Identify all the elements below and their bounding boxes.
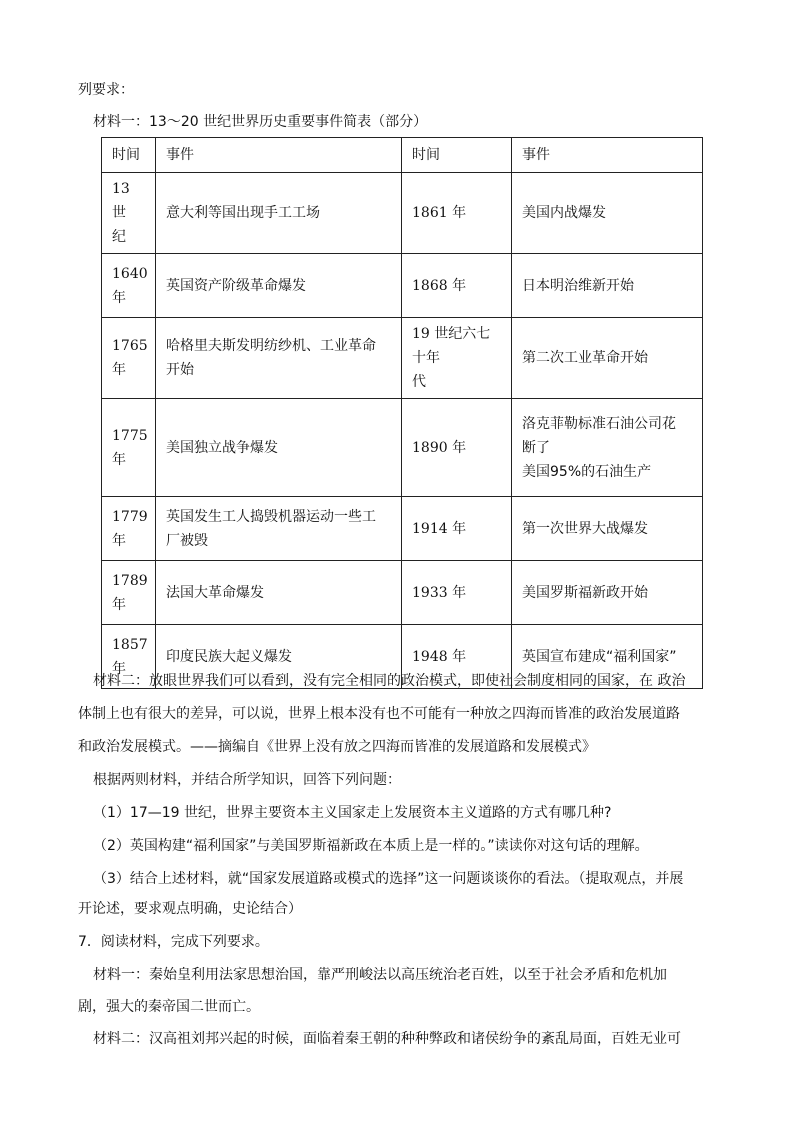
row-event-2: 美国内战爆发: [512, 173, 703, 254]
question-2: （2）英国构建“福利国家”与美国罗斯福新政在本质上是一样的。”读读你对这句话的理解。: [93, 838, 649, 854]
row-event-1: 印度民族大起义爆发: [156, 625, 402, 689]
row-event-1: 法国大革命爆发: [156, 561, 402, 625]
row-time-2: 19 世纪六七十年 代: [402, 318, 512, 399]
table-row: [102, 173, 703, 254]
row-time-1: 1779 年: [102, 497, 156, 561]
row-event-1: 英国资产阶级革命爆发: [156, 254, 402, 318]
row-time-1: 1789 年: [102, 561, 156, 625]
header-time-1: 时间: [102, 138, 156, 173]
row-time-1: 1857 年: [102, 625, 156, 689]
row-event-2: 第二次工业革命开始: [512, 318, 703, 399]
row-event-2: 美国罗斯福新政开始: [512, 561, 703, 625]
row-event-1: 意大利等国出现手工工场: [156, 173, 402, 254]
material-two-line-3: 和政治发展模式。——摘编自《世界上没有放之四海而皆准的发展道路和发展模式》: [78, 739, 596, 755]
row-event-2: 日本明治维新开始: [512, 254, 703, 318]
table-row: [102, 399, 703, 497]
continued-instruction: 列要求：: [78, 82, 134, 98]
row-time-2: 1868 年: [402, 254, 512, 318]
table-row: [102, 254, 703, 318]
events-table: [101, 137, 703, 689]
question-3-line-1: （3）结合上述材料，就“国家发展道路或模式的选择”这一问题谈谈你的看法。（提取观点，并展: [93, 871, 684, 887]
row-time-2: 1861 年: [402, 173, 512, 254]
row-time-1: 1640 年: [102, 254, 156, 318]
row-time-2: 1948 年: [402, 625, 512, 689]
row-event-2: 第一次世界大战爆发: [512, 497, 703, 561]
row-time-2: 1890 年: [402, 399, 512, 497]
row-time-2: 1914 年: [402, 497, 512, 561]
table-row: [102, 318, 703, 399]
header-time-2: 时间: [402, 138, 512, 173]
question-7-heading: 7．阅读材料，完成下列要求。: [78, 934, 269, 950]
q7-material-one-line-1: 材料一：秦始皇利用法家思想治国，靠严刑峻法以高压统治老百姓，以至于社会矛盾和危机加: [93, 967, 667, 983]
row-event-2: 洛克菲勒标准石油公司花 断了 美国95%的石油生产: [512, 399, 703, 497]
material-two-line-2: 体制上也有很大的差异，可以说，世界上根本没有也不可能有一种放之四海而皆准的政治发展道路: [78, 706, 680, 722]
q7-material-two-line-1: 材料二：汉高祖刘邦兴起的时候，面临着秦王朝的种种弊政和诸侯纷争的紊乱局面，百姓无业可: [93, 1031, 681, 1047]
row-time-1: 1765 年: [102, 318, 156, 399]
instruction-text: 根据两则材料，并结合所学知识，回答下列问题：: [93, 772, 401, 788]
row-event-1: 美国独立战争爆发: [156, 399, 402, 497]
row-event-1: 英国发生工人捣毁机器运动一些工 厂被毁: [156, 497, 402, 561]
question-3-line-2: 开论述，要求观点明确，史论结合）: [78, 901, 302, 917]
question-1: （1）17—19 世纪，世界主要资本主义国家走上发展资本主义道路的方式有哪几种?: [93, 805, 612, 821]
row-time-2: 1933 年: [402, 561, 512, 625]
material-one-title: 材料一：13～20 世纪世界历史重要事件简表（部分）: [93, 114, 428, 130]
material-two-line-1: 材料二：放眼世界我们可以看到，没有完全相同的政治模式，即使社会制度相同的国家，在 政治: [93, 673, 686, 689]
q7-material-one-line-2: 剧，强大的秦帝国二世而亡。: [78, 999, 260, 1015]
row-time-1: 13 世 纪: [102, 173, 156, 254]
table-header-row: [102, 138, 703, 173]
header-event-2: 事件: [512, 138, 703, 173]
header-event-1: 事件: [156, 138, 402, 173]
row-event-2: 英国宣布建成“福利国家”: [512, 625, 703, 689]
row-time-1: 1775 年: [102, 399, 156, 497]
table-row: [102, 561, 703, 625]
row-event-1: 哈格里夫斯发明纺纱机、工业革命 开始: [156, 318, 402, 399]
table-row: [102, 497, 703, 561]
